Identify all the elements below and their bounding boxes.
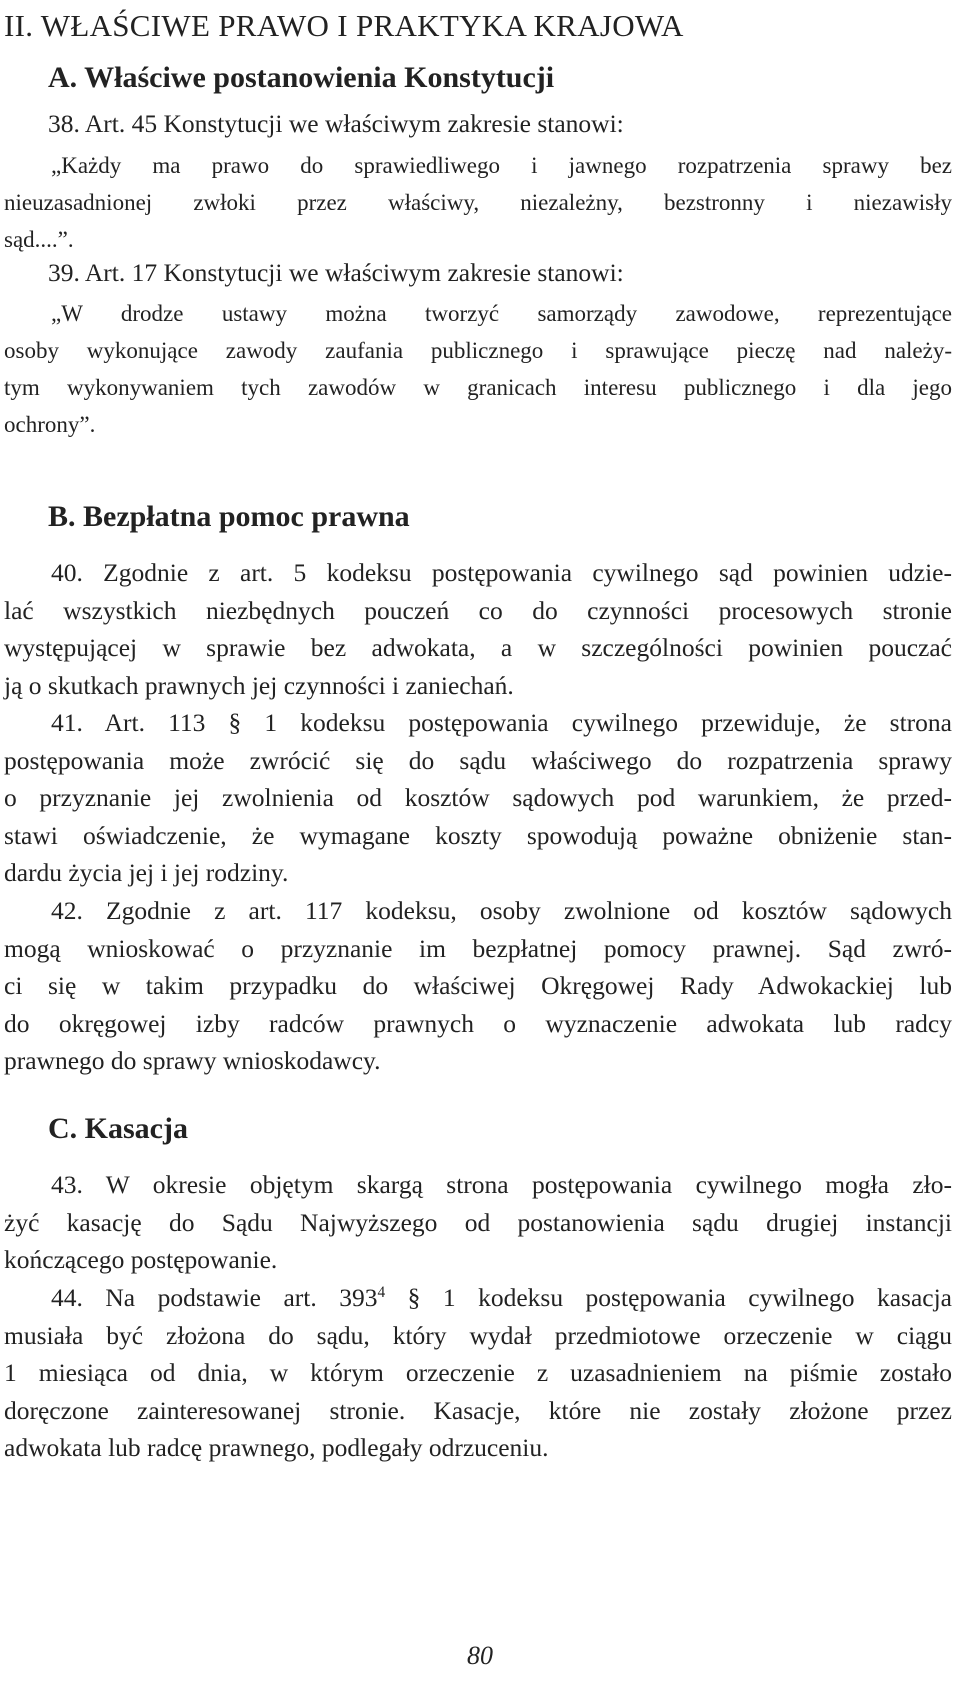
text-line: 40. Zgodnie z art. 5 kodeksu postępowania cywilnego sąd powinien udzie-	[51, 558, 952, 587]
quote-line: ochrony”.	[4, 412, 96, 437]
text-line: występującej w sprawie bez adwokata, a w szczególności powinien pouczać	[4, 633, 952, 663]
quote-line: nieuzasadnionej zwłoki przez właściwy, niezależny, bezstronny i niezawisły	[4, 190, 952, 215]
text-line: o przyznanie jej zwolnienia od kosztów sądowych pod warunkiem, że przed-	[4, 783, 952, 813]
page-number: 80	[467, 1641, 493, 1670]
paragraph-43	[4, 1166, 952, 1279]
subsection-a-heading: A. Właściwe postanowienia Konstytucji	[48, 61, 555, 94]
subsection-b-heading: B. Bezpłatna pomoc prawna	[48, 500, 410, 533]
paragraph-38-intro: 38. Art. 45 Konstytucji we właściwym zakresie stanowi:	[48, 109, 624, 138]
paragraph-40	[4, 554, 952, 704]
paragraph-44	[4, 1279, 952, 1467]
text-line: żyć kasację do Sądu Najwyższego od postanowienia sądu drugiej instancji	[4, 1207, 952, 1237]
text-line: 42. Zgodnie z art. 117 kodeksu, osoby zwolnione od kosztów sądowych	[51, 896, 952, 925]
text-line: dardu życia jej i jej rodziny.	[4, 858, 289, 888]
quote-line: tym wykonywaniem tych zawodów w granicach interesu publicznego i dla jego	[4, 375, 952, 400]
text-line: 41. Art. 113 § 1 kodeksu postępowania cywilnego przewiduje, że strona	[51, 708, 952, 737]
text-fragment: § 1 kodeksu postępowania cywilnego kasacja	[385, 1283, 952, 1312]
text-line: 1 miesiąca od dnia, w którym orzeczenie z uzasadnieniem na piśmie zostało	[4, 1358, 952, 1388]
text-line: musiała być złożona do sądu, który wydał przedmiotowe orzeczenie w ciągu	[4, 1320, 952, 1350]
text-line: postępowania może zwrócić się do sądu właściwego do rozpatrzenia sprawy	[4, 745, 952, 775]
text-line: stawi oświadczenie, że wymagane koszty spowodują poważne obniżenie stan-	[4, 820, 952, 850]
quote-line: osoby wykonujące zawody zaufania publicznego i sprawujące pieczę nad należy-	[4, 338, 952, 363]
quote-line: „W drodze ustawy można tworzyć samorządy zawodowe, reprezentujące	[51, 301, 952, 326]
subsection-c-heading: C. Kasacja	[48, 1112, 188, 1145]
text-line: do okręgowej izby radców prawnych o wyznaczenie adwokata lub radcy	[4, 1008, 952, 1038]
paragraph-38-quote	[4, 147, 952, 258]
quote-line: „Każdy ma prawo do sprawiedliwego i jawnego rozpatrzenia sprawy bez	[51, 153, 952, 178]
text-line: ją o skutkach prawnych jej czynności i zaniechań.	[4, 670, 514, 700]
quote-line: sąd....”.	[4, 227, 74, 252]
text-line: 43. W okresie objętym skargą strona postępowania cywilnego mogła zło-	[51, 1170, 952, 1199]
text-line	[4, 1279, 952, 1317]
text-line: lać wszystkich niezbędnych pouczeń co do czynności procesowych stronie	[4, 595, 952, 625]
text-line: kończącego postępowanie.	[4, 1245, 278, 1275]
paragraph-42	[4, 892, 952, 1080]
paragraph-39-quote	[4, 295, 952, 443]
text-line: ci się w takim przypadku do właściwej Okręgowej Rady Adwokackiej lub	[4, 971, 952, 1001]
section-heading: II. WŁAŚCIWE PRAWO I PRAKTYKA KRAJOWA	[4, 8, 684, 43]
text-line: mogą wnioskować o przyznanie im bezpłatnej pomocy prawnej. Sąd zwró-	[4, 933, 952, 963]
text-line: prawnego do sprawy wnioskodawcy.	[4, 1046, 381, 1076]
paragraph-41	[4, 704, 952, 892]
text-line: doręczone zainteresowanej stronie. Kasacje, które nie zostały złożone przez	[4, 1395, 952, 1425]
superscript: 4	[377, 1283, 386, 1301]
text-line: adwokata lub radcę prawnego, podlegały odrzuceniu.	[4, 1433, 549, 1463]
paragraph-39-intro: 39. Art. 17 Konstytucji we właściwym zakresie stanowi:	[48, 258, 624, 287]
text-fragment: 44. Na podstawie art. 393	[51, 1283, 378, 1312]
